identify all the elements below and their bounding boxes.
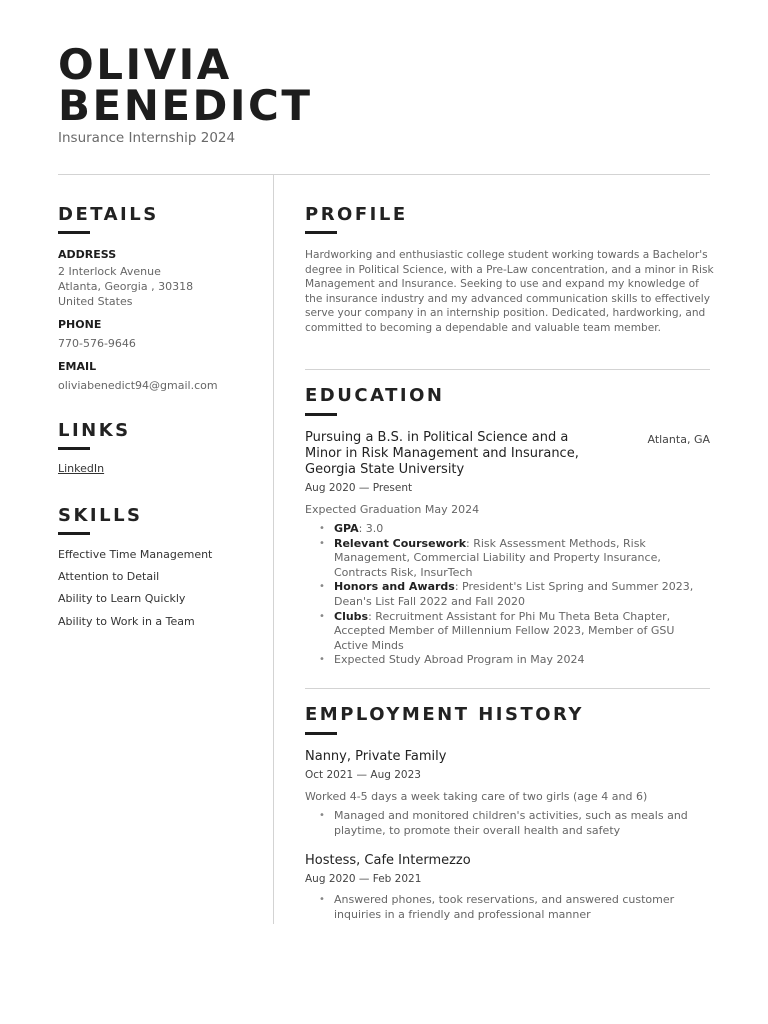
address-label: ADDRESS bbox=[58, 248, 117, 261]
employment-heading: EMPLOYMENT HISTORY bbox=[305, 704, 584, 725]
skills-underline bbox=[58, 532, 90, 535]
degree-line: Minor in Risk Management and Insurance, bbox=[305, 446, 579, 461]
details-heading: DETAILS bbox=[58, 204, 159, 225]
resume-name bbox=[58, 40, 313, 130]
profile-divider bbox=[305, 369, 710, 370]
email-label: EMAIL bbox=[58, 360, 97, 373]
address-line3: United States bbox=[58, 295, 133, 308]
list-item: • Relevant Coursework: Risk Assessment Methods, Risk Management, Commercial Liability and Property Insurance, Contracts Risk, InsurTech bbox=[319, 537, 711, 581]
skill-item: Attention to Detail bbox=[58, 570, 160, 583]
linkedin-link[interactable]: LinkedIn bbox=[58, 462, 105, 475]
skill-item: Ability to Learn Quickly bbox=[58, 592, 186, 605]
header-divider bbox=[58, 174, 710, 175]
address-line2: Atlanta, Georgia , 30318 bbox=[58, 280, 194, 293]
education-underline bbox=[305, 413, 337, 416]
education-dates: Aug 2020 — Present bbox=[305, 482, 413, 494]
profile-underline bbox=[305, 231, 337, 234]
profile-heading: PROFILE bbox=[305, 204, 408, 225]
education-note: Expected Graduation May 2024 bbox=[305, 503, 480, 516]
education-location: Atlanta, GA bbox=[647, 433, 710, 446]
job-bullets bbox=[319, 809, 711, 838]
skill-item: Effective Time Management bbox=[58, 548, 213, 561]
links-heading: LINKS bbox=[58, 420, 131, 441]
skill-item: Ability to Work in a Team bbox=[58, 615, 195, 628]
profile-text: Hardworking and enthusiastic college student working towards a Bachelor's degree in Political Science, with a Pre-Law concentration, and a minor in Risk Management and Insurance. Seeking to use and expand my knowledge of the insurance industry and my advanced communication skills to effectively serve your company in an internship position. Dedicated, hardworking, and committed to becoming a dependable and valuable team member. bbox=[305, 249, 714, 334]
education-heading: EDUCATION bbox=[305, 385, 445, 406]
education-degree bbox=[305, 430, 579, 478]
phone-label: PHONE bbox=[58, 318, 102, 331]
list-item: • Honors and Awards: President's List Spring and Summer 2023, Dean's List Fall 2022 and Fall 2020 bbox=[319, 580, 711, 609]
email-value: oliviabenedict94@gmail.com bbox=[58, 379, 218, 392]
degree-line: Pursuing a B.S. in Political Science and a bbox=[305, 430, 569, 445]
job-summary: Worked 4-5 days a week taking care of two girls (age 4 and 6) bbox=[305, 790, 648, 803]
list-item: • GPA: 3.0 bbox=[319, 522, 711, 537]
list-item: • Expected Study Abroad Program in May 2024 bbox=[319, 653, 711, 668]
skills-heading: SKILLS bbox=[58, 505, 143, 526]
education-bullets bbox=[319, 522, 711, 668]
list-item: • Managed and monitored children's activities, such as meals and playtime, to promote their overall health and safety bbox=[319, 809, 711, 838]
list-item: • Answered phones, took reservations, and answered customer inquiries in a friendly and professional manner bbox=[319, 893, 711, 922]
education-divider bbox=[305, 688, 710, 689]
column-divider bbox=[273, 174, 274, 924]
list-item: • Clubs: Recruitment Assistant for Phi Mu Theta Beta Chapter, Accepted Member of Millennium Fellow 2023, Member of GSU Active Minds bbox=[319, 610, 711, 654]
phone-value: 770-576-9646 bbox=[58, 337, 136, 350]
address-line1: 2 Interlock Avenue bbox=[58, 265, 161, 278]
employment-underline bbox=[305, 732, 337, 735]
job-dates: Oct 2021 — Aug 2023 bbox=[305, 769, 421, 781]
details-underline bbox=[58, 231, 90, 234]
first-name: OLIVIA bbox=[58, 40, 232, 89]
resume-subtitle: Insurance Internship 2024 bbox=[58, 130, 236, 146]
job-bullets bbox=[319, 893, 711, 922]
job-title: Hostess, Cafe Intermezzo bbox=[305, 853, 471, 868]
job-dates: Aug 2020 — Feb 2021 bbox=[305, 873, 422, 885]
job-title: Nanny, Private Family bbox=[305, 749, 447, 764]
degree-line: Georgia State University bbox=[305, 462, 465, 477]
last-name: BENEDICT bbox=[58, 81, 313, 130]
links-underline bbox=[58, 447, 90, 450]
